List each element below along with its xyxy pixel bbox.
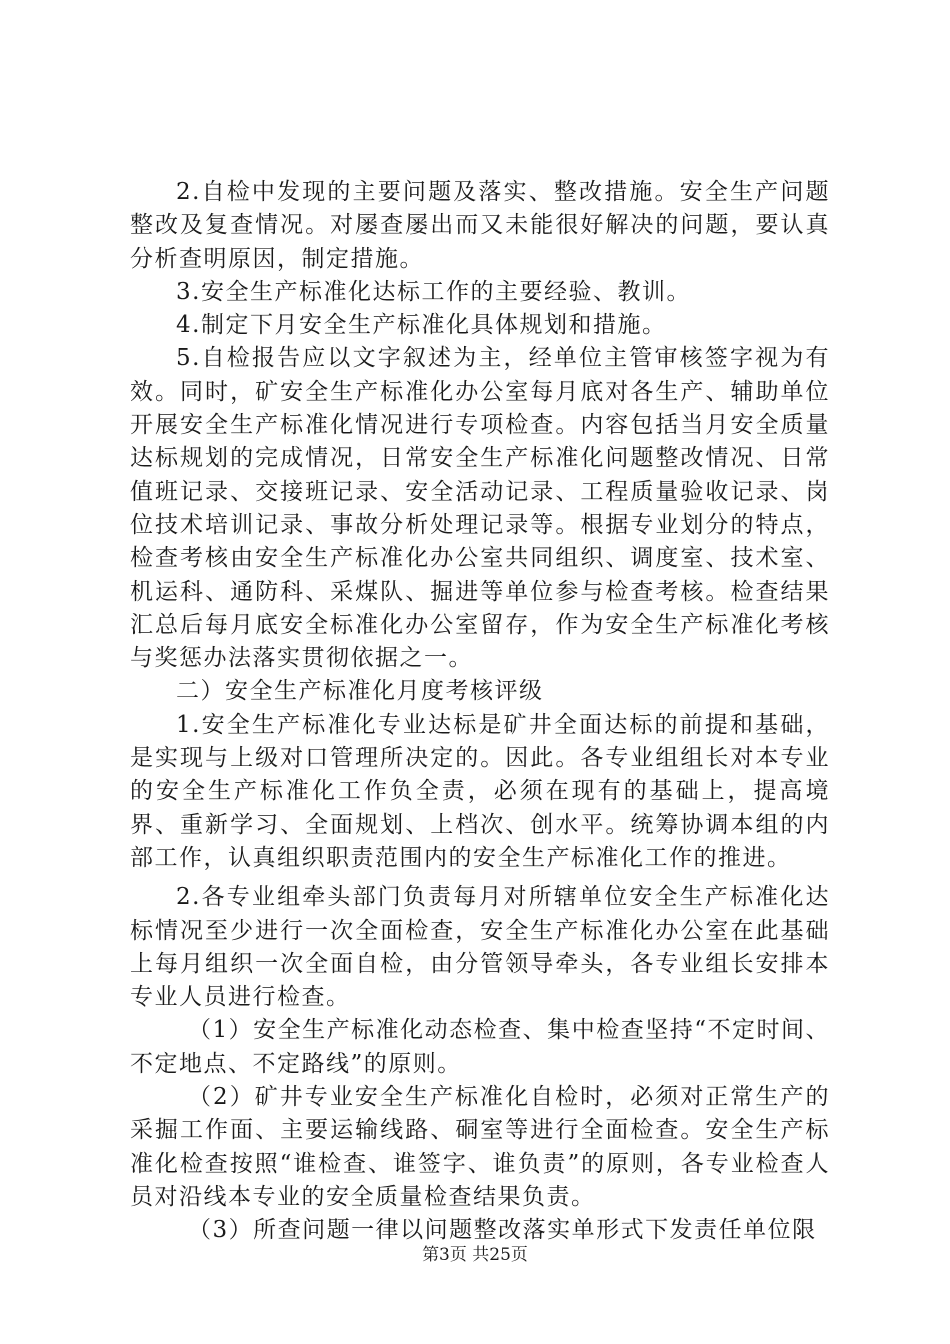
paragraph-item-3: 3.安全生产标准化达标工作的主要经验、教训。 bbox=[176, 278, 691, 305]
paragraph-item-2: 2.自检中发现的主要问题及落实、整改措施。安全生产问题整改及复查情况。对屡查屡出而又未能很好解决的问题，要认真分析查明原因，制定措施。 bbox=[130, 179, 830, 272]
paragraph-item-5: 5.自检报告应以文字叙述为主，经单位主管审核签字视为有效。同时，矿安全生产标准化办公室每月底对各生产、辅助单位开展安全生产标准化情况进行专项检查。内容包括当月安全质量达标规划的完成情况，日常安全生产标准化问题整改情况、日常值班记录、交接班记录、安全活动记录、工程质量验收记录、岗位技术培训记录、事故分析处理记录等。根据专业划分的特点，检查考核由安全生产标准化办公室共同组织、调度室、技术室、机运科、通防科、采煤队、掘进等单位参与检查考核。检查结果汇总后每月底安全标准化办公室留存，作为安全生产标准化考核与奖惩办法落实贯彻依据之一。 bbox=[130, 345, 830, 672]
document-body bbox=[130, 176, 830, 1248]
sub-item-1: （1）安全生产标准化动态检查、集中检查坚持“不定时间、不定地点、不定路线”的原则。 bbox=[130, 1017, 830, 1077]
sub-item-2: （2）矿井专业安全生产标准化自检时，必须对正常生产的采掘工作面、主要运输线路、硐室等进行全面检查。安全生产标准化检查按照“谁检查、谁签字、谁负责”的原则，各专业检查人员对沿线本专业的安全质量检查结果负责。 bbox=[130, 1084, 830, 1210]
sub-item-3: （3）所查问题一律以问题整改落实单形式下发责任单位限 bbox=[188, 1217, 817, 1244]
paragraph-item-1-professional-standard: 1.安全生产标准化专业达标是矿井全面达标的前提和基础，是实现与上级对口管理所决定的。因此。各专业组组长对本专业的安全生产标准化工作负全责，必须在现有的基础上，提高境界、重新学习、全面规划、上档次、创水平。统筹协调本组的内部工作，认真组织职责范围内的安全生产标准化工作的推进。 bbox=[130, 711, 830, 871]
section-heading-monthly-assessment: 二）安全生产标准化月度考核评级 bbox=[176, 678, 544, 705]
page-number-footer: 第3页 共25页 bbox=[422, 1245, 528, 1265]
paragraph-item-4: 4.制定下月安全生产标准化具体规划和措施。 bbox=[176, 312, 667, 339]
paragraph-item-2-monthly-inspection: 2.各专业组牵头部门负责每月对所辖单位安全生产标准化达标情况至少进行一次全面检查，安全生产标准化办公室在此基础上每月组织一次全面自检，由分管领导牵头，各专业组长安排本专业人员进行检查。 bbox=[130, 884, 830, 1011]
